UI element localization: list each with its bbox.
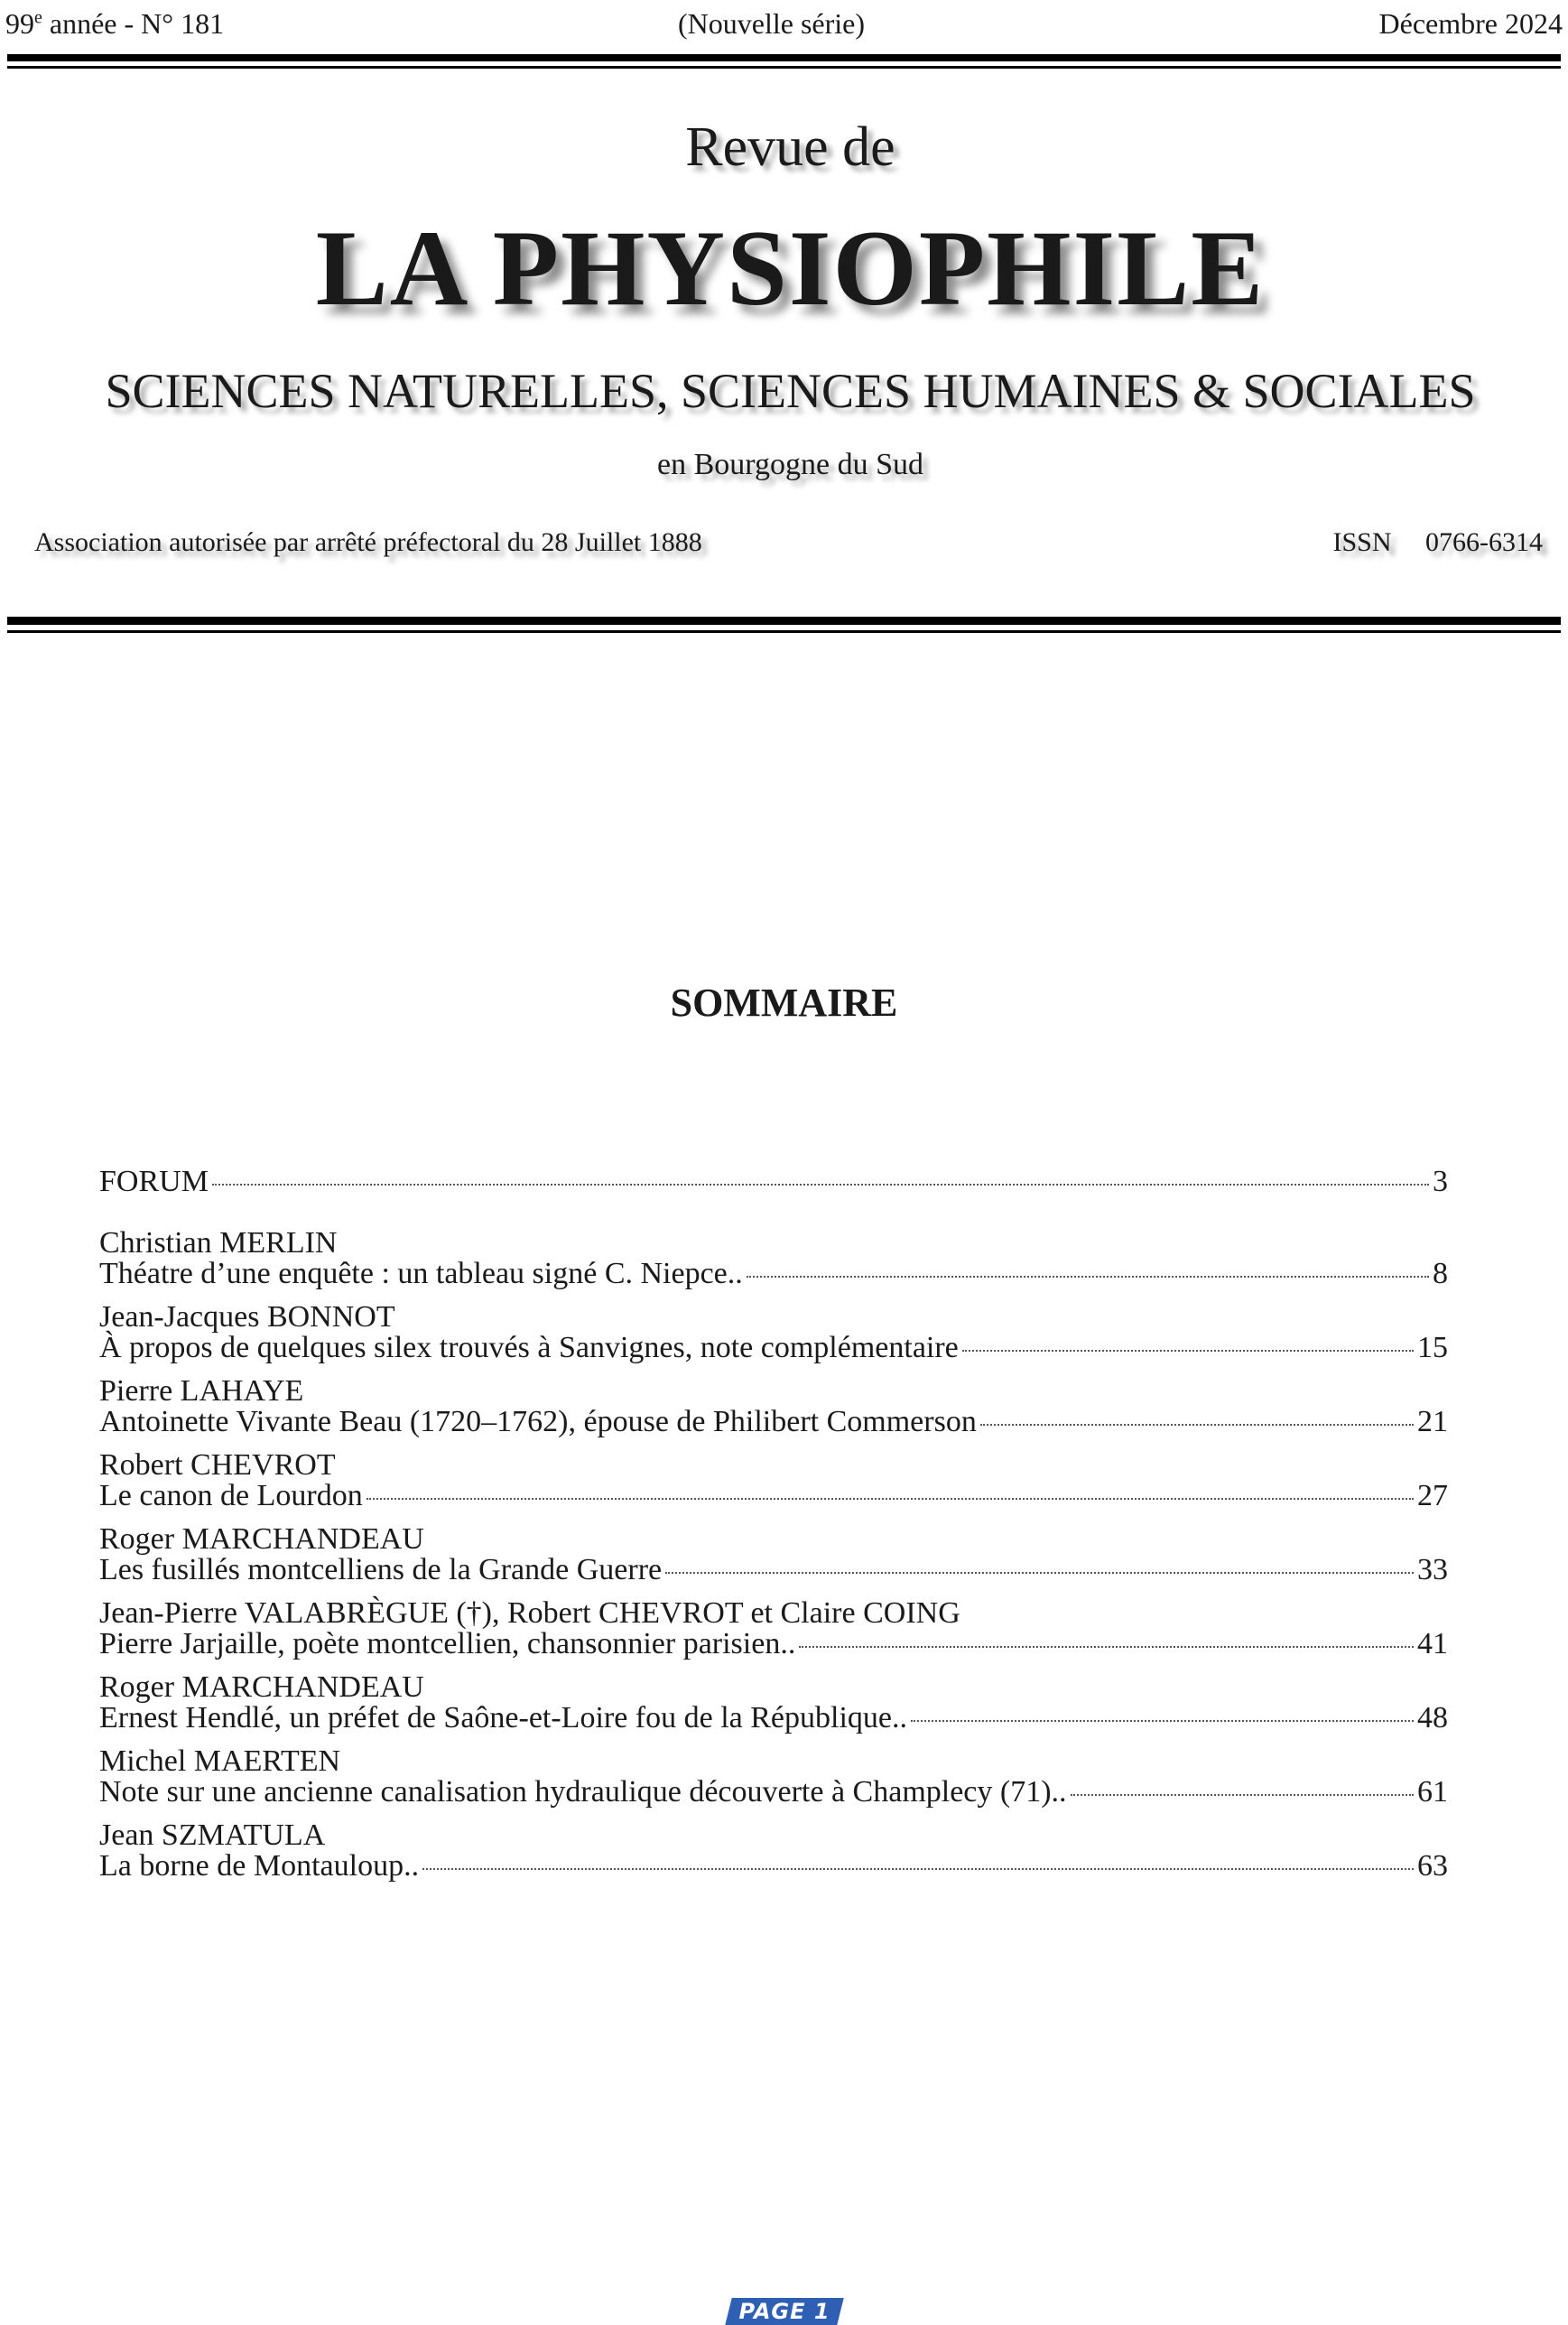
issue-number: 99e année - N° 181 xyxy=(5,7,225,40)
masthead-rule-thick xyxy=(7,617,1561,625)
issue-date: Décembre 2024 xyxy=(1378,7,1563,40)
toc-title: À propos de quelques silex trouvés à Sanvignes, note complémentaire xyxy=(99,1331,959,1364)
toc-entry xyxy=(99,1598,1448,1660)
masthead-title: LA PHYSIOPHILE xyxy=(315,208,1266,328)
toc-author: Robert CHEVROT xyxy=(99,1448,336,1482)
masthead-revue-de: Revue de xyxy=(685,116,895,178)
toc-page-number: 33 xyxy=(1417,1553,1448,1586)
toc-page-number: 41 xyxy=(1417,1627,1448,1660)
toc-dot-leader xyxy=(799,1646,1414,1648)
toc-entry xyxy=(99,1524,1448,1586)
toc-line xyxy=(99,1259,1448,1289)
toc-line xyxy=(99,1703,1448,1734)
toc-title: FORUM xyxy=(99,1165,209,1198)
toc-title: Théatre d’une enquête : un tableau signé C. Niepce.. xyxy=(99,1257,743,1290)
toc-entry xyxy=(99,1167,1448,1197)
toc-entry xyxy=(99,1820,1448,1882)
toc-entry xyxy=(99,1228,1448,1289)
toc-dot-leader xyxy=(911,1720,1414,1722)
toc-author: Jean-Jacques BONNOT xyxy=(99,1300,395,1334)
toc-title: Le canon de Lourdon xyxy=(99,1479,363,1512)
toc-title: Les fusillés montcelliens de la Grande Guerre xyxy=(99,1553,663,1586)
toc-entry xyxy=(99,1746,1448,1808)
toc-entry xyxy=(99,1672,1448,1734)
toc-dot-leader xyxy=(962,1350,1414,1352)
toc-line xyxy=(99,1851,1448,1882)
toc-page-number: 48 xyxy=(1417,1701,1448,1734)
masthead-subtitle: SCIENCES NATURELLES, SCIENCES HUMAINES & SOCIALES xyxy=(105,364,1476,418)
masthead-rule-thin xyxy=(7,630,1561,633)
toc-line xyxy=(99,1407,1448,1437)
page-number-badge xyxy=(725,2298,843,2325)
toc-line xyxy=(99,1629,1448,1660)
toc-author: Pierre LAHAYE xyxy=(99,1374,304,1408)
toc-author: Roger MARCHANDEAU xyxy=(99,1670,424,1704)
association-line: Association autorisée par arrêté préfectoral du 28 Juillet 1888 xyxy=(34,527,702,557)
toc-line xyxy=(99,1555,1448,1586)
toc-title: La borne de Montauloup.. xyxy=(99,1849,420,1883)
series-label: (Nouvelle série) xyxy=(678,7,866,40)
toc-entry xyxy=(99,1376,1448,1437)
sommaire-heading: SOMMAIRE xyxy=(670,981,898,1025)
issue-header xyxy=(5,5,1563,42)
toc-line xyxy=(99,1167,1448,1197)
page-number-label: PAGE 1 xyxy=(738,2299,830,2324)
toc-page-number: 61 xyxy=(1417,1775,1448,1809)
toc-title: Note sur une ancienne canalisation hydraulique découverte à Champlecy (71).. xyxy=(99,1775,1067,1809)
toc-dot-leader xyxy=(747,1276,1429,1278)
toc-author: Jean-Pierre VALABRÈGUE (†), Robert CHEVROT et Claire COING xyxy=(99,1596,960,1630)
toc-author: Roger MARCHANDEAU xyxy=(99,1522,424,1556)
toc-title: Antoinette Vivante Beau (1720–1762), épouse de Philibert Commerson xyxy=(99,1405,977,1438)
toc-page-number: 63 xyxy=(1417,1849,1448,1883)
toc-entry xyxy=(99,1302,1448,1363)
toc-dot-leader xyxy=(212,1184,1429,1186)
toc-title: Ernest Hendlé, un préfet de Saône-et-Loire fou de la République.. xyxy=(99,1701,908,1734)
toc-page-number: 21 xyxy=(1417,1405,1448,1438)
toc-author: Michel MAERTEN xyxy=(99,1744,341,1778)
toc-dot-leader xyxy=(1071,1794,1414,1796)
issn: ISSN 0766-6314 xyxy=(1332,527,1543,557)
toc-dot-leader xyxy=(422,1868,1414,1870)
toc-line xyxy=(99,1333,1448,1363)
masthead-region: en Bourgogne du Sud xyxy=(657,448,923,481)
toc-page-number: 27 xyxy=(1417,1479,1448,1512)
toc-page-number: 8 xyxy=(1433,1257,1448,1290)
toc-title: Pierre Jarjaille, poète montcellien, chansonnier parisien.. xyxy=(99,1627,796,1660)
toc-dot-leader xyxy=(980,1424,1414,1426)
table-of-contents xyxy=(99,1167,1448,1894)
toc-line xyxy=(99,1777,1448,1808)
top-rule-thick xyxy=(7,54,1561,61)
toc-page-number: 15 xyxy=(1417,1331,1448,1364)
toc-author: Christian MERLIN xyxy=(99,1226,338,1260)
toc-line xyxy=(99,1481,1448,1511)
top-rule-thin xyxy=(7,66,1561,69)
toc-dot-leader xyxy=(665,1572,1414,1574)
toc-dot-leader xyxy=(366,1498,1414,1500)
toc-page-number: 3 xyxy=(1433,1165,1448,1198)
toc-author: Jean SZMATULA xyxy=(99,1818,326,1852)
toc-entry xyxy=(99,1450,1448,1511)
